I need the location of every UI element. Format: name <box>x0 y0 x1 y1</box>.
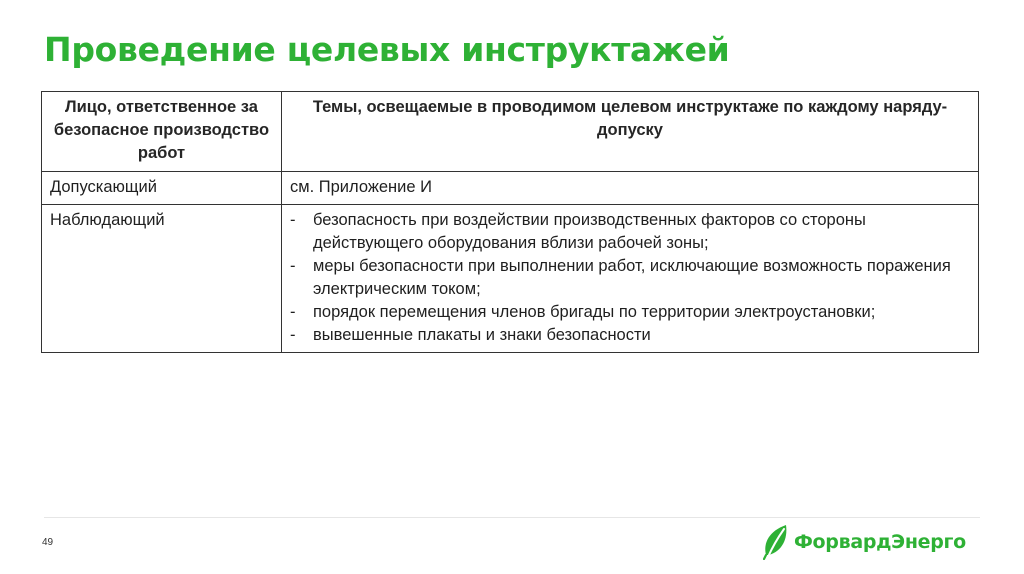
role-cell: Допускающий <box>42 172 282 205</box>
leaf-icon <box>763 524 789 560</box>
page-number: 49 <box>42 537 54 548</box>
company-logo <box>763 522 966 562</box>
header-topics: Темы, освещаемые в проводимом целевом инструктаже по каждому наряду-допуску <box>282 92 979 172</box>
list-bullet: - <box>290 326 296 344</box>
table-header-row <box>42 92 979 172</box>
role-cell: Наблюдающий <box>42 205 282 353</box>
topic-cell: см. Приложение И <box>282 172 979 205</box>
topics-list <box>290 209 970 347</box>
list-item-text: порядок перемещения членов бригады по территории электроустановки; <box>313 303 876 321</box>
header-responsible-person: Лицо, ответственное за безопасное производство работ <box>42 92 282 172</box>
list-bullet: - <box>290 211 296 229</box>
list-item <box>290 301 970 324</box>
instruction-table-container <box>41 91 978 353</box>
list-item-text: меры безопасности при выполнении работ, исключающие возможность поражения электрическим током; <box>313 257 951 298</box>
list-bullet: - <box>290 257 296 275</box>
list-item <box>290 209 970 255</box>
list-item <box>290 324 970 347</box>
list-item-text: вывешенные плакаты и знаки безопасности <box>313 326 651 344</box>
table-row <box>42 172 979 205</box>
topics-list-cell <box>282 205 979 353</box>
list-item-text: безопасность при воздействии производственных факторов со стороны действующего оборудования вблизи рабочей зоны; <box>313 211 866 252</box>
instruction-table <box>41 91 979 353</box>
slide-title: Проведение целевых инструктажей <box>44 30 730 69</box>
footer-divider <box>44 517 980 518</box>
table-row <box>42 205 979 353</box>
list-bullet: - <box>290 303 296 321</box>
list-item <box>290 255 970 301</box>
logo-text: ФорвардЭнерго <box>794 531 966 553</box>
